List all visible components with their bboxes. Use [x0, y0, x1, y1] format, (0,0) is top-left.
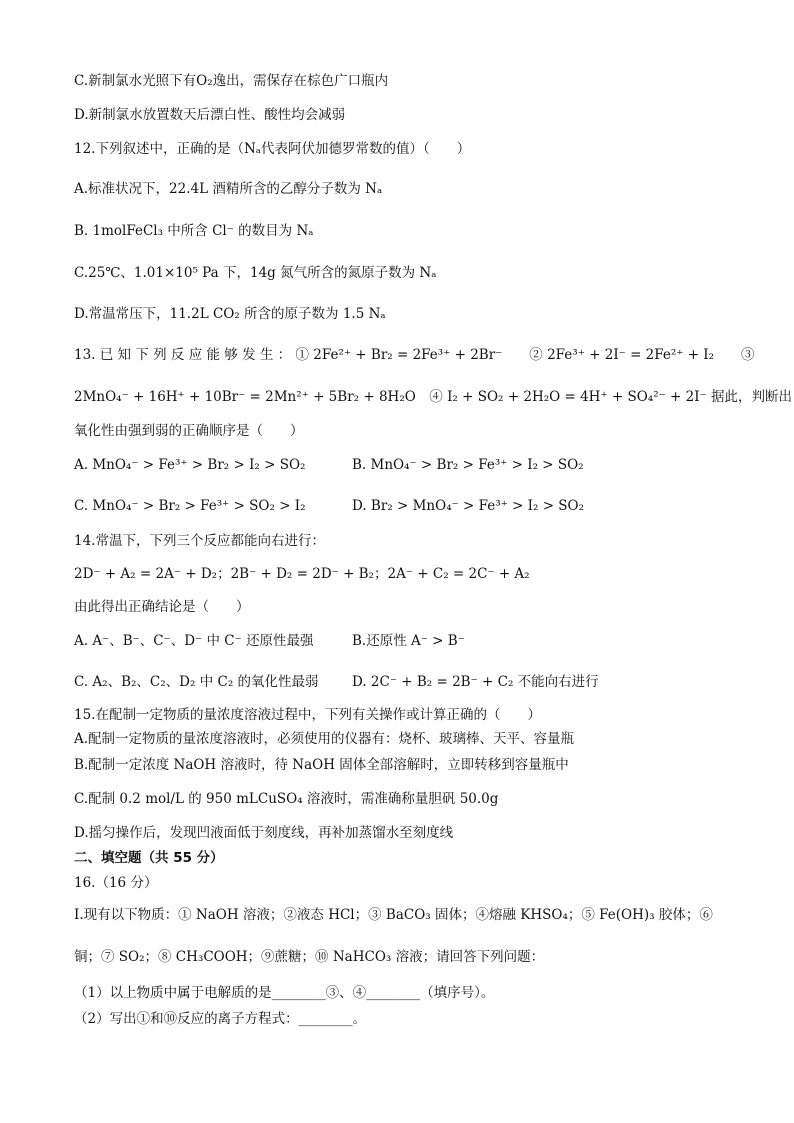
question-16-substances: I.现有以下物质：① NaOH 溶液；②液态 HCl；③ BaCO₃ 固体；④熔融 KHSO₄；⑤ Fe(OH)₃ 胶体；⑥ [74, 907, 713, 923]
options-14-ab [74, 632, 754, 650]
options-13-ab [74, 456, 754, 474]
question-13-prompt: 氧化性由强到弱的正确顺序是（ ） [74, 423, 304, 439]
section-heading-fill-in: 二、填空题（共 55 分） [74, 850, 224, 866]
option-13c: C. MnO₄⁻ > Br₂ > Fe³⁺ > SO₂ > I₂ [74, 498, 306, 514]
question-14-reactions: 2D⁻ + A₂ = 2A⁻ + D₂；2B⁻ + D₂ = 2D⁻ + B₂；2A⁻ + C₂ = 2C⁻ + A₂ [74, 566, 530, 582]
option-14c: C. A₂、B₂、C₂、D₂ 中 C₂ 的氧化性最弱 [74, 674, 319, 690]
option-13d: D. Br₂ > MnO₄⁻ > Fe³⁺ > I₂ > SO₂ [352, 498, 585, 514]
option-13a: A. MnO₄⁻ > Fe³⁺ > Br₂ > I₂ > SO₂ [74, 457, 306, 473]
option-14b: B.还原性 A⁻ > B⁻ [352, 633, 465, 649]
options-14-cd [74, 673, 754, 691]
option-15d: D.摇匀操作后，发现凹液面低于刻度线，再补加蒸馏水至刻度线 [74, 825, 454, 841]
option-14d: D. 2C⁻ + B₂ = 2B⁻ + C₂ 不能向右进行 [352, 674, 599, 690]
option-12b: B. 1molFeCl₃ 中所含 Cl⁻ 的数目为 Nₐ [74, 223, 314, 239]
option-12c: C.25℃、1.01×10⁵ Pa 下，14g 氮气所含的氮原子数为 Nₐ [74, 265, 437, 281]
question-14-prompt: 由此得出正确结论是（ ） [74, 599, 250, 615]
option-12d: D.常温常压下，11.2L CO₂ 所含的原子数为 1.5 Nₐ [74, 306, 386, 322]
option-11d: D.新制氯水放置数天后漂白性、酸性均会减弱 [74, 107, 346, 123]
question-14-stem: 14.常温下，下列三个反应都能向右进行： [74, 533, 325, 549]
question-16-header: 16.（16 分） [74, 875, 158, 891]
option-13b: B. MnO₄⁻ > Br₂ > Fe³⁺ > I₂ > SO₂ [352, 457, 584, 473]
option-12a: A.标准状况下，22.4L 酒精所含的乙醇分子数为 Nₐ [74, 181, 383, 197]
option-15c: C.配制 0.2 mol/L 的 950 mLCuSO₄ 溶液时，需准确称量胆矾 50.0g [74, 791, 499, 807]
question-12-stem: 12.下列叙述中，正确的是（Nₐ代表阿伏加德罗常数的值）（ ） [74, 141, 471, 157]
option-14a: A. A⁻、B⁻、C⁻、D⁻ 中 C⁻ 还原性最强 [74, 633, 314, 649]
option-15b: B.配制一定浓度 NaOH 溶液时，待 NaOH 固体全部溶解时，立即转移到容量瓶中 [74, 757, 569, 773]
question-16-part-1: （1）以上物质中属于电解质的是________③、④________（填序号）。 [74, 985, 495, 1001]
options-13-cd [74, 497, 754, 515]
question-16-substances-cont: 铜；⑦ SO₂；⑧ CH₃COOH；⑨蔗糖；⑩ NaHCO₃ 溶液；请回答下列问题： [74, 949, 545, 965]
question-16-part-2: （2）写出①和⑩反应的离子方程式：________。 [74, 1011, 367, 1027]
option-11c: C.新制氯水光照下有O₂逸出，需保存在棕色广口瓶内 [74, 73, 389, 89]
question-13-equation-line: 2MnO₄⁻ + 16H⁺ + 10Br⁻ = 2Mn²⁺ + 5Br₂ + 8H₂O ④ I₂ + SO₂ + 2H₂O = 4H⁺ + SO₄²⁻ + 2I⁻ 据此，判断出 [74, 389, 792, 405]
option-15a: A.配制一定物质的量浓度溶液时，必须使用的仪器有：烧杯、玻璃棒、天平、容量瓶 [74, 731, 575, 747]
question-13-stem: 13. 已 知 下 列 反 应 能 够 发 生 ： ① 2Fe²⁺ + Br₂ = 2Fe³⁺ + 2Br⁻ ② 2Fe³⁺ + 2I⁻ = 2Fe²⁺ + I₂ ③ [74, 347, 755, 363]
question-15-stem: 15.在配制一定物质的量浓度溶液过程中，下列有关操作或计算正确的（ ） [74, 707, 541, 723]
